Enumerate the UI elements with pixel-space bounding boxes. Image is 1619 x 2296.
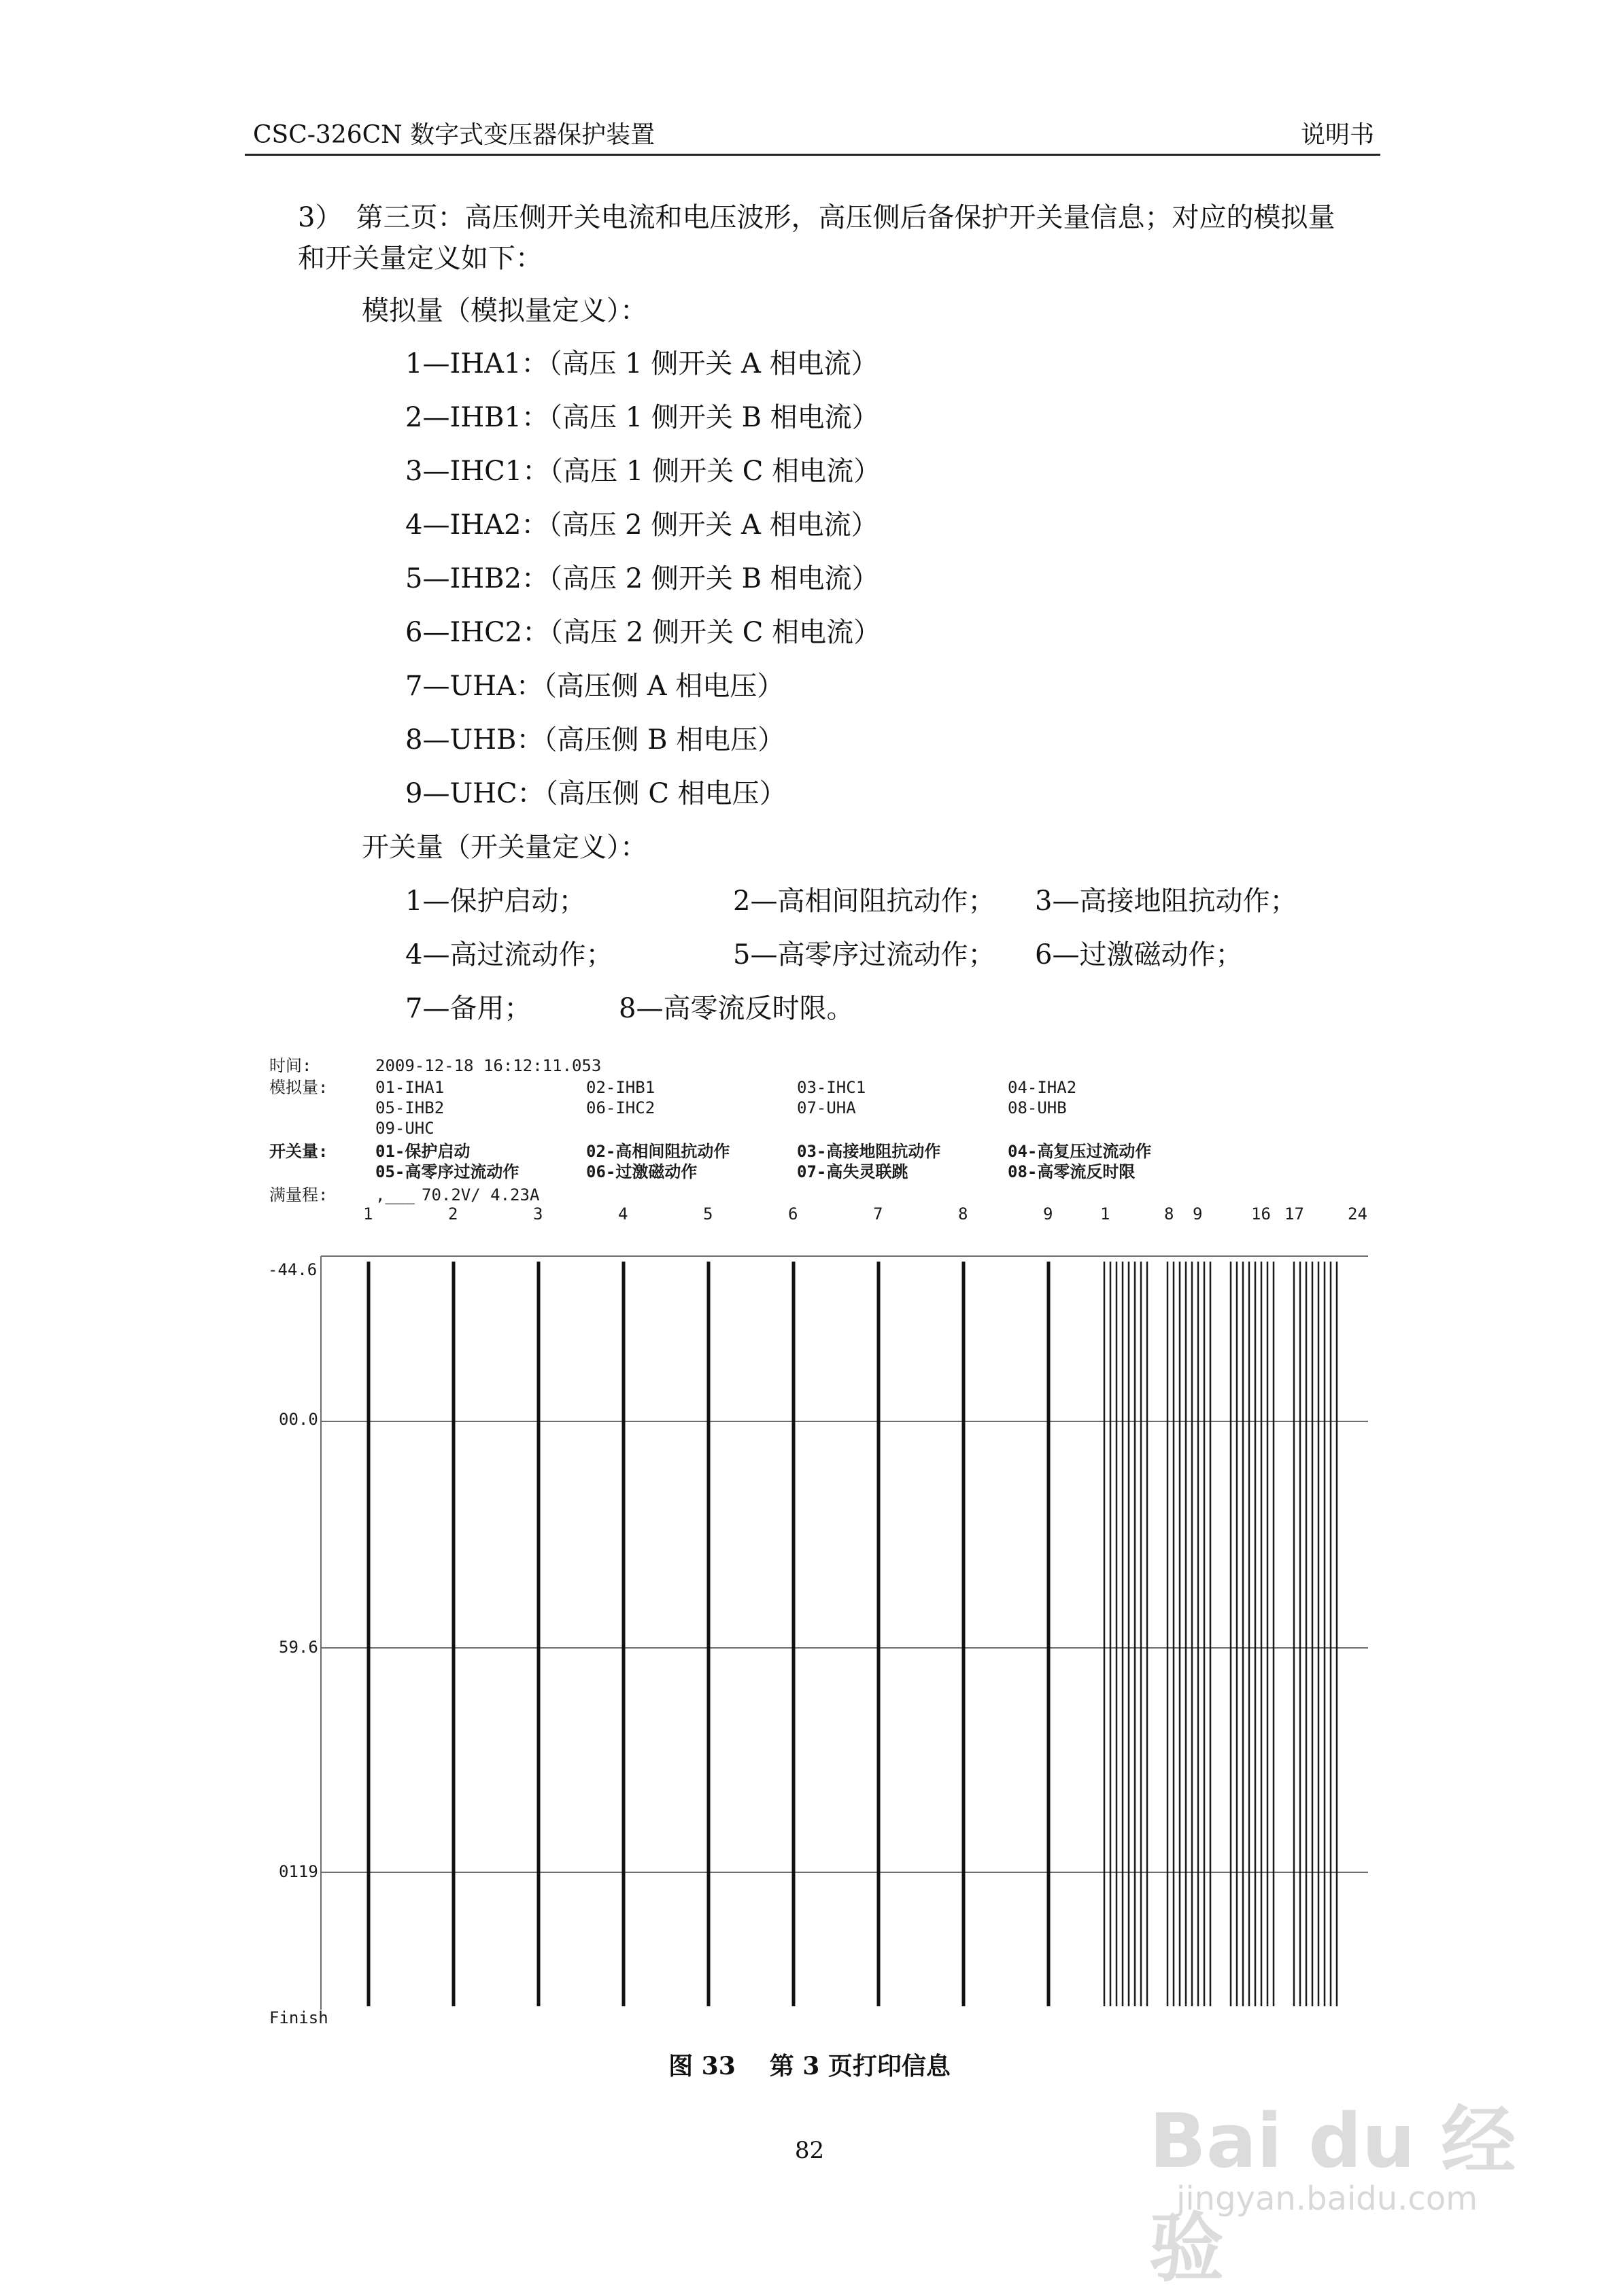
analog-item: 9—UHC：（高压侧 C 相电压） <box>405 778 787 809</box>
digital-item: 8—高零流反时限。 <box>619 993 854 1024</box>
printout-analog-item: 01-IHA1 <box>375 1078 445 1097</box>
analog-item: 6—IHC2：（高压 2 侧开关 C 相电流） <box>405 617 881 648</box>
channel-label: 6 <box>788 1204 798 1223</box>
printout-digital-item: 08-高零流反时限 <box>1008 1162 1136 1181</box>
printout-digital-item: 02-高相间阻抗动作 <box>586 1142 730 1161</box>
header-title: CSC-326CN 数字式变压器保护装置 <box>253 121 655 149</box>
analog-heading: 模拟量（模拟量定义）： <box>362 295 647 326</box>
analog-item: 3—IHC1：（高压 1 侧开关 C 相电流） <box>405 456 881 487</box>
page-number: 82 <box>794 2137 825 2164</box>
digital-item: 7—备用； <box>405 993 532 1024</box>
printout-digital-label: 开关量: <box>269 1142 328 1161</box>
printout-time-label: 时间: <box>269 1056 312 1075</box>
row-label: 00.0 <box>279 1410 318 1429</box>
header-doc-type: 说明书 <box>1300 121 1374 149</box>
figure-number: 图 33 <box>668 2052 736 2080</box>
analog-item: 4—IHA2：（高压 2 侧开关 A 相电流） <box>405 509 879 541</box>
channel-label: 1 <box>363 1204 373 1223</box>
channel-label: 7 <box>873 1204 883 1223</box>
digital-item: 1—保护启动； <box>405 885 586 917</box>
analog-item: 7—UHA：（高压侧 A 相电压） <box>405 671 785 702</box>
printout-digital-item: 04-高复压过流动作 <box>1008 1142 1152 1161</box>
printout-range-value: 70.2V/ 4.23A <box>422 1185 540 1204</box>
printout-analog-item: 06-IHC2 <box>586 1098 655 1117</box>
digital-channel-label: 24 <box>1348 1204 1367 1223</box>
printout-finish: Finish <box>269 2008 328 2027</box>
watermark-url: jingyan.baidu.com <box>1176 2180 1478 2218</box>
channel-label: 2 <box>448 1204 458 1223</box>
channel-label: 4 <box>618 1204 628 1223</box>
intro-line-2: 和开关量定义如下： <box>298 243 543 274</box>
printout-digital-item: 06-过激磁动作 <box>586 1162 698 1181</box>
printout-digital-item: 01-保护启动 <box>375 1142 471 1161</box>
printout-analog-item: 09-UHC <box>375 1119 434 1138</box>
printout-range-marker: ,___ <box>375 1185 415 1204</box>
digital-channel-label: 16 <box>1251 1204 1271 1223</box>
digital-channel-label: 17 <box>1284 1204 1304 1223</box>
printout-analog-label: 模拟量: <box>269 1078 328 1097</box>
printout-digital-item: 03-高接地阻抗动作 <box>797 1142 941 1161</box>
row-label: -44.6 <box>268 1260 318 1279</box>
digital-channel-label: 9 <box>1193 1204 1203 1223</box>
printout-digital-item: 07-高失灵联跳 <box>797 1162 908 1181</box>
printout-analog-item: 05-IHB2 <box>375 1098 445 1117</box>
row-label: 59.6 <box>279 1638 318 1657</box>
printout-digital-item: 05-高零序过流动作 <box>375 1162 519 1181</box>
printout-analog-item: 04-IHA2 <box>1008 1078 1077 1097</box>
digital-heading: 开关量（开关量定义）： <box>362 832 647 863</box>
printout-range-label: 满量程: <box>269 1185 328 1204</box>
digital-item: 5—高零序过流动作； <box>733 939 995 970</box>
channel-label: 9 <box>1043 1204 1053 1223</box>
waveform-grid <box>267 1058 1382 2030</box>
watermark-logo: Bai du 经验 <box>1149 2097 1516 2292</box>
printout-analog-item: 02-IHB1 <box>586 1078 655 1097</box>
digital-channel-label: 1 <box>1100 1204 1110 1223</box>
channel-label: 5 <box>703 1204 713 1223</box>
printout-analog-item: 07-UHA <box>797 1098 856 1117</box>
digital-item: 2—高相间阻抗动作； <box>733 885 995 917</box>
watermark <box>1149 2074 1530 2292</box>
header-rule <box>245 154 1380 156</box>
digital-channel-label: 8 <box>1164 1204 1174 1223</box>
digital-item: 4—高过流动作； <box>405 939 613 970</box>
analog-item: 1—IHA1：（高压 1 侧开关 A 相电流） <box>405 348 879 379</box>
intro-line-1: 3） 第三页：高压侧开关电流和电压波形，高压侧后备保护开关量信息；对应的模拟量 <box>298 202 1335 233</box>
analog-item: 5—IHB2：（高压 2 侧开关 B 相电流） <box>405 563 879 594</box>
analog-item: 2—IHB1：（高压 1 侧开关 B 相电流） <box>405 402 879 433</box>
digital-item: 3—高接地阻抗动作； <box>1035 885 1297 917</box>
channel-label: 3 <box>533 1204 543 1223</box>
waveform-printout <box>267 1058 1382 2030</box>
digital-item: 6—过激磁动作； <box>1035 939 1243 970</box>
printout-time-value: 2009-12-18 16:12:11.053 <box>375 1056 602 1075</box>
analog-item: 8—UHB：（高压侧 B 相电压） <box>405 724 785 756</box>
row-label: 0119 <box>279 1862 318 1881</box>
printout-analog-item: 08-UHB <box>1008 1098 1067 1117</box>
figure-title: 第 3 页打印信息 <box>769 2052 951 2080</box>
printout-analog-item: 03-IHC1 <box>797 1078 866 1097</box>
channel-label: 8 <box>958 1204 968 1223</box>
